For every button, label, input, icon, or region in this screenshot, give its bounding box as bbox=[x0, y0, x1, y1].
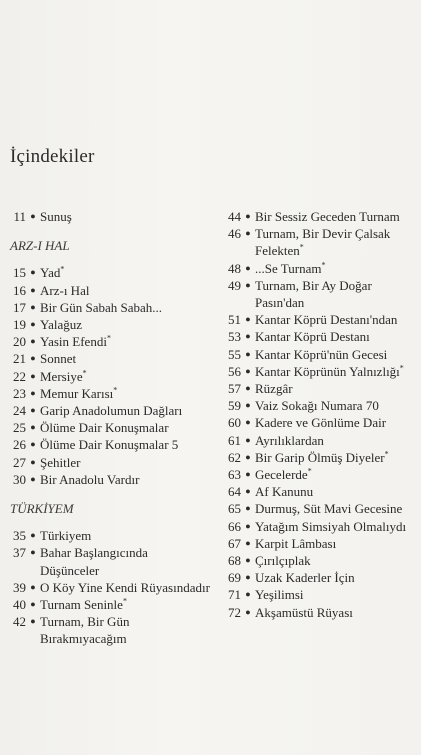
bullet-icon: ● bbox=[30, 473, 36, 484]
toc-entry-title: Vaiz Sokağı Numara 70 bbox=[255, 398, 379, 414]
bullet-icon: ● bbox=[30, 353, 36, 364]
bullet-icon: ● bbox=[245, 383, 251, 394]
bullet-icon: ● bbox=[30, 336, 36, 347]
bullet-icon: ● bbox=[30, 456, 36, 467]
toc-page-number: 27 bbox=[13, 454, 26, 470]
bullet-icon: ● bbox=[245, 451, 251, 462]
toc-page-number: 16 bbox=[13, 282, 26, 298]
toc-entry-title: Şehitler bbox=[40, 454, 81, 470]
bullet-icon: ● bbox=[245, 228, 251, 239]
bullet-icon: ● bbox=[30, 422, 36, 433]
toc-page-number: 51 bbox=[228, 312, 241, 328]
bullet-icon: ● bbox=[245, 417, 251, 428]
toc-entry bbox=[221, 483, 421, 500]
bullet-icon: ● bbox=[245, 434, 251, 445]
toc-left-column bbox=[10, 208, 210, 648]
toc-entry bbox=[10, 299, 210, 316]
toc-entry-title: Yad* bbox=[40, 265, 65, 281]
toc-entry-title: Yeşilimsi bbox=[255, 587, 304, 603]
toc-page-number: 35 bbox=[13, 528, 26, 544]
bullet-icon: ● bbox=[30, 267, 36, 278]
toc-entry-title: Bir Garip Ölmüş Diyeler* bbox=[255, 449, 389, 465]
toc-entry bbox=[221, 260, 421, 277]
toc-entry bbox=[221, 604, 421, 621]
toc-entry-title: Uzak Kaderler İçin bbox=[255, 570, 355, 586]
toc-entry bbox=[10, 282, 210, 299]
asterisk-mark: * bbox=[299, 243, 304, 253]
toc-entry bbox=[10, 544, 210, 578]
toc-entry-title: Yasin Efendi* bbox=[40, 333, 111, 350]
toc-page-number: 67 bbox=[228, 535, 241, 551]
bullet-icon: ● bbox=[245, 279, 251, 290]
asterisk-mark: * bbox=[82, 368, 87, 378]
asterisk-mark: * bbox=[122, 596, 127, 606]
bullet-icon: ● bbox=[245, 520, 251, 531]
toc-entry bbox=[10, 264, 210, 281]
bullet-icon: ● bbox=[30, 530, 36, 541]
bullet-icon: ● bbox=[245, 606, 251, 617]
toc-page-number: 39 bbox=[13, 579, 26, 595]
bullet-icon: ● bbox=[30, 319, 36, 330]
toc-page-number: 17 bbox=[13, 299, 26, 315]
asterisk-mark: * bbox=[399, 363, 404, 373]
toc-entry bbox=[221, 552, 421, 569]
toc-entry bbox=[221, 466, 421, 483]
toc-entry-title: Turnam, Bir Gün Bırakmıyacağım bbox=[40, 614, 130, 647]
toc-entry bbox=[221, 500, 421, 517]
bullet-icon: ● bbox=[30, 616, 36, 627]
bullet-icon: ● bbox=[30, 284, 36, 295]
toc-entry-title: Bir Sessiz Geceden Turnam bbox=[255, 209, 400, 224]
toc-entry-title: Garip Anadolumun Dağları bbox=[40, 403, 183, 419]
bullet-icon: ● bbox=[245, 537, 251, 548]
asterisk-mark: * bbox=[106, 333, 111, 343]
page-title: İçindekiler bbox=[10, 146, 95, 167]
toc-page-number: 64 bbox=[228, 484, 241, 500]
bullet-icon: ● bbox=[30, 387, 36, 398]
bullet-icon: ● bbox=[245, 589, 251, 600]
toc-entry bbox=[221, 328, 421, 345]
toc-entry-title: Memur Karısı* bbox=[40, 385, 118, 401]
toc-page-number: 21 bbox=[13, 351, 26, 367]
toc-entry bbox=[221, 569, 421, 586]
toc-page-number: 53 bbox=[228, 329, 241, 345]
toc-page-number: 44 bbox=[228, 209, 241, 224]
toc-entry bbox=[10, 208, 210, 225]
bullet-icon: ● bbox=[245, 503, 251, 514]
toc-entry-title: Arz-ı Hal bbox=[40, 282, 90, 298]
toc-entry bbox=[10, 436, 210, 453]
toc-entry bbox=[10, 402, 210, 419]
toc-page-number: 59 bbox=[228, 398, 241, 414]
bullet-icon: ● bbox=[245, 348, 251, 359]
toc-entry-title: Gecelerde* bbox=[255, 466, 312, 483]
toc-entry-title: Türkiyem bbox=[40, 528, 92, 544]
toc-entry-title: Bir Gün Sabah Sabah... bbox=[40, 299, 163, 315]
toc-entry bbox=[221, 277, 421, 311]
toc-page-number: 37 bbox=[13, 545, 26, 561]
toc-entry bbox=[221, 397, 421, 414]
toc-entry bbox=[10, 596, 210, 613]
bullet-icon: ● bbox=[30, 211, 36, 221]
toc-page-number: 72 bbox=[228, 604, 241, 620]
toc-entry bbox=[10, 368, 210, 385]
bullet-icon: ● bbox=[245, 262, 251, 273]
toc-entry bbox=[10, 350, 210, 367]
toc-right-column bbox=[221, 208, 421, 621]
toc-page-number: 49 bbox=[228, 277, 241, 293]
toc-entry bbox=[221, 380, 421, 397]
toc-entry-title: Sonnet bbox=[40, 351, 77, 367]
toc-entry bbox=[10, 333, 210, 350]
bullet-icon: ● bbox=[245, 331, 251, 342]
toc-page-number: 69 bbox=[228, 570, 241, 586]
toc-entry-title: Yalağuz bbox=[40, 317, 83, 333]
bullet-icon: ● bbox=[30, 547, 36, 558]
toc-entry bbox=[221, 363, 421, 380]
asterisk-mark: * bbox=[113, 385, 118, 395]
toc-entry-title: Turnam Seninle* bbox=[40, 596, 127, 613]
toc-page-number: 25 bbox=[13, 420, 26, 436]
toc-entry bbox=[221, 432, 421, 449]
toc-page-number: 42 bbox=[13, 614, 26, 630]
toc-page-number: 30 bbox=[13, 471, 26, 487]
toc-entry bbox=[10, 613, 210, 647]
toc-entry-title: Bahar Başlangıcında Düşünceler bbox=[40, 545, 148, 578]
toc-page-number: 23 bbox=[13, 385, 26, 401]
bullet-icon: ● bbox=[30, 581, 36, 592]
bullet-icon: ● bbox=[245, 400, 251, 411]
toc-page-number: 55 bbox=[228, 346, 241, 362]
toc-entry bbox=[221, 414, 421, 431]
toc-entry-title: Kantar Köprünün Yalnızlığı* bbox=[255, 363, 404, 379]
asterisk-mark: * bbox=[321, 260, 326, 270]
toc-page-number: 26 bbox=[13, 437, 26, 453]
toc-entry bbox=[10, 316, 210, 333]
bullet-icon: ● bbox=[245, 486, 251, 497]
toc-entry bbox=[221, 535, 421, 552]
toc-page-number: 65 bbox=[228, 501, 241, 517]
toc-page-number: 71 bbox=[228, 587, 241, 603]
toc-entry-title: Kantar Köprü Destanı bbox=[255, 329, 370, 345]
bullet-icon: ● bbox=[245, 469, 251, 480]
toc-section-heading: TÜRKİYEM bbox=[10, 501, 74, 517]
toc-page-number: 57 bbox=[228, 381, 241, 397]
bullet-icon: ● bbox=[30, 370, 36, 381]
toc-page-number: 66 bbox=[228, 518, 241, 534]
toc-entry-title: O Köy Yine Kendi Rüyasındadır bbox=[40, 579, 210, 595]
toc-entry bbox=[10, 454, 210, 471]
toc-entry-title: Mersiye* bbox=[40, 368, 87, 384]
toc-entry bbox=[10, 579, 210, 596]
toc-entry bbox=[221, 518, 421, 535]
toc-page-number: 20 bbox=[13, 334, 26, 350]
toc-page-number: 46 bbox=[228, 226, 241, 242]
toc-page-number: 24 bbox=[13, 403, 26, 419]
toc-entry-title: Sunuş bbox=[40, 209, 72, 224]
bullet-icon: ● bbox=[245, 572, 251, 583]
toc-page-number: 11 bbox=[13, 209, 26, 224]
toc-page-number: 62 bbox=[228, 449, 241, 465]
toc-entry-title: Ölüme Dair Konuşmalar 5 bbox=[40, 437, 179, 453]
toc-entry-title: Ölüme Dair Konuşmalar bbox=[40, 420, 169, 436]
toc-page-number: 48 bbox=[228, 260, 241, 276]
toc-entry bbox=[221, 586, 421, 603]
toc-entry-title: Ayrılıklardan bbox=[255, 432, 324, 448]
toc-entry-title: Bir Anadolu Vardır bbox=[40, 471, 140, 487]
bullet-icon: ● bbox=[30, 439, 36, 450]
toc-entry bbox=[10, 527, 210, 544]
toc-page-number: 40 bbox=[13, 597, 26, 613]
toc-entry-title: Turnam, Bir Devir Çalsak Felekten* bbox=[255, 226, 391, 259]
asterisk-mark: * bbox=[60, 265, 65, 275]
toc-page-number: 22 bbox=[13, 368, 26, 384]
toc-entry-title: Akşamüstü Rüyası bbox=[255, 604, 353, 620]
toc-entry bbox=[221, 225, 421, 259]
toc-page-number: 61 bbox=[228, 432, 241, 448]
toc-entry-title: ...Se Turnam* bbox=[255, 260, 326, 276]
toc-page-number: 19 bbox=[13, 317, 26, 333]
toc-entry-title: Kadere ve Gönlüme Dair bbox=[255, 415, 387, 431]
asterisk-mark: * bbox=[384, 449, 389, 459]
toc-entry bbox=[221, 449, 421, 466]
toc-section-heading: ARZ-I HAL bbox=[10, 238, 70, 254]
bullet-icon: ● bbox=[30, 405, 36, 416]
toc-entry-title: Durmuş, Süt Mavi Gecesine bbox=[255, 501, 403, 517]
bullet-icon: ● bbox=[30, 301, 36, 312]
toc-page-number: 68 bbox=[228, 553, 241, 569]
toc-page-number: 15 bbox=[13, 265, 26, 281]
toc-entry-title: Rüzgâr bbox=[255, 381, 293, 397]
toc-entry bbox=[221, 311, 421, 328]
toc-page-number: 56 bbox=[228, 363, 241, 379]
toc-entry-title: Af Kanunu bbox=[255, 484, 314, 500]
toc-entry-title: Kantar Köprü'nün Gecesi bbox=[255, 346, 388, 362]
toc-entry bbox=[10, 419, 210, 436]
bullet-icon: ● bbox=[245, 314, 251, 325]
bullet-icon: ● bbox=[245, 211, 251, 221]
toc-page-number: 60 bbox=[228, 415, 241, 431]
toc-entry-title: Turnam, Bir Ay Doğar Pasın'dan bbox=[255, 277, 372, 311]
bullet-icon: ● bbox=[30, 599, 36, 610]
toc-entry-title: Çırılçıplak bbox=[255, 553, 311, 569]
toc-page-number: 63 bbox=[228, 467, 241, 483]
asterisk-mark: * bbox=[307, 466, 312, 476]
bullet-icon: ● bbox=[245, 555, 251, 566]
toc-entry-title: Yatağım Simsiyah Olmalıydı bbox=[255, 518, 407, 534]
bullet-icon: ● bbox=[245, 365, 251, 376]
toc-entry-title: Kantar Köprü Destanı'ndan bbox=[255, 312, 398, 328]
toc-entry bbox=[221, 346, 421, 363]
toc-entry-title: Karpit Lâmbası bbox=[255, 535, 337, 551]
toc-entry bbox=[10, 471, 210, 488]
toc-entry bbox=[221, 208, 421, 225]
toc-entry bbox=[10, 385, 210, 402]
